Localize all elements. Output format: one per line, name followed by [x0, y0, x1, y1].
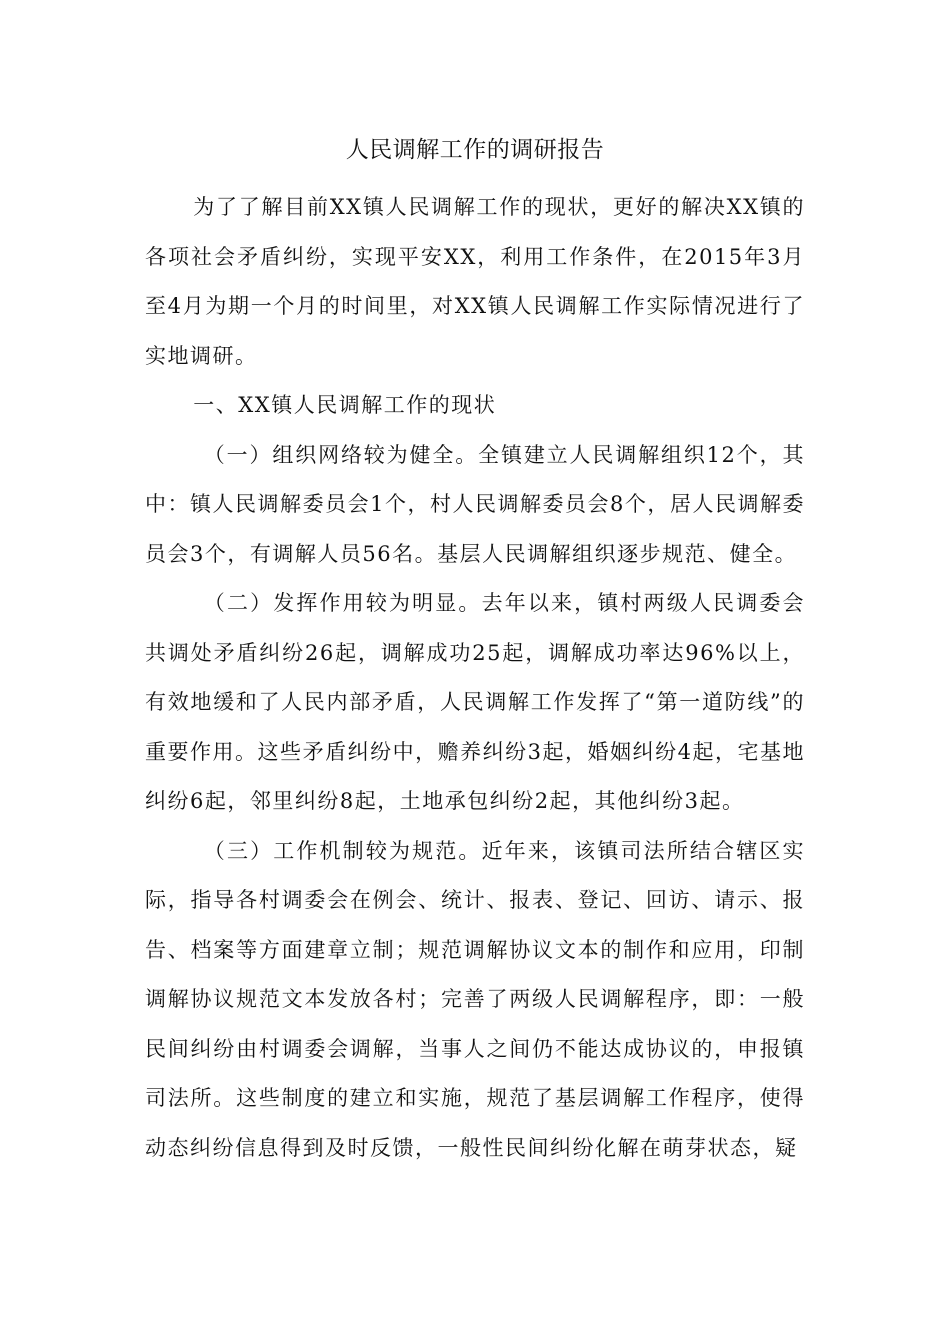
intro-paragraph: 为了了解目前XX镇人民调解工作的现状，更好的解决XX镇的各项社会矛盾纠纷，实现平安XX，利用工作条件，在2015年3月至4月为期一个月的时间里，对XX镇人民调解工作实际情况进行了实地调研。: [145, 195, 805, 368]
subsection-paragraph-3: （三）工作机制较为规范。近年来，该镇司法所结合辖区实际，指导各村调委会在例会、统计、报表、登记、回访、请示、报告、档案等方面建章立制；规范调解协议文本的制作和应用，印制调解协议规范文本发放各村；完善了两级人民调解程序，即：一般民间纠纷由村调委会调解，当事人之间仍不能达成协议的，申报镇司法所。这些制度的建立和实施，规范了基层调解工作程序，使得动态纠纷信息得到及时反馈，一般性民间纠纷化解在萌芽状态，疑: [145, 838, 805, 1160]
section-heading: 一、XX镇人民调解工作的现状: [193, 393, 497, 417]
document-body: [145, 183, 805, 1173]
document-title: 人民调解工作的调研报告: [345, 137, 605, 163]
subsection-paragraph-2: （二）发挥作用较为明显。去年以来，镇村两级人民调委会共调处矛盾纠纷26起，调解成功25起，调解成功率达96%以上，有效地缓和了人民内部矛盾，人民调解工作发挥了“第一道防线”的重要作用。这些矛盾纠纷中，赡养纠纷3起，婚姻纠纷4起，宅基地纠纷6起，邻里纠纷8起，土地承包纠纷2起，其他纠纷3起。: [145, 591, 805, 813]
subsection-paragraph-1: （一）组织网络较为健全。全镇建立人民调解组织12个，其中：镇人民调解委员会1个，村人民调解委员会8个，居人民调解委员会3个，有调解人员56名。基层人民调解组织逐步规范、健全。: [145, 442, 805, 566]
